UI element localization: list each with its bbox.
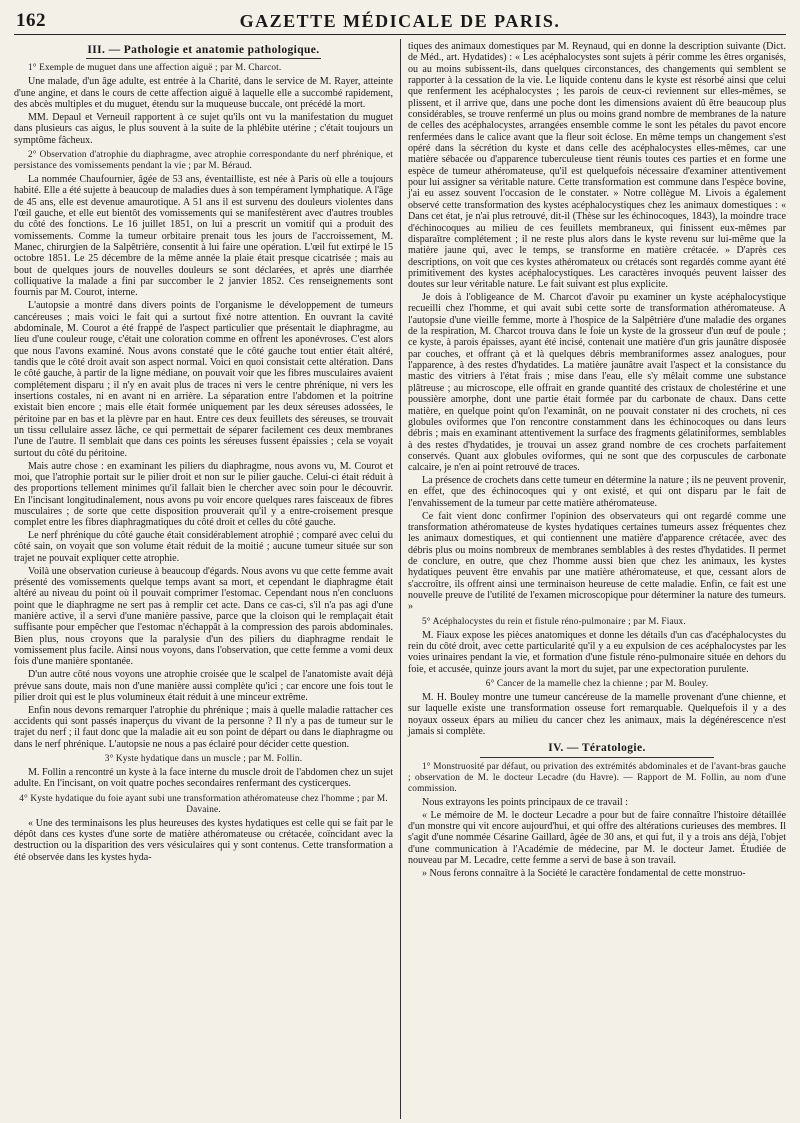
left-column (14, 39, 400, 1119)
paragraph: Enfin nous devons remarquer l'atrophie du phrénique ; mais à quelle maladie rattacher ces accidents qui sont passés inaperçus du vivant de la personne ? Il n'y a pas de tumeur sur le trajet du nerf ; il faut donc que la maladie ait eu son point de départ ou dans le diaphragme ou dans le nerf phrénique. L'autopsie ne nous a pas éclairé pour décider cette question. (14, 704, 393, 750)
paragraph: « Une des terminaisons les plus heureuses des kystes hydatiques est celle qui se fait par le dépôt dans ces kystes d'une sorte de matière athéromateuse ou crétacée, coïncidant avec la destruction ou la disparition des vers vésiculaires qui y sont contenus. Cette transformation a été observée dans les kystes hyda- (14, 817, 393, 863)
article-title: 4° Kyste hydatique du foie ayant subi une transformation athéromateuse chez l'homme ; par M. Davaine. (19, 793, 388, 815)
paragraph: MM. Depaul et Verneuil rapportent à ce sujet qu'ils ont vu la manifestation du muguet dans plusieurs cas aigus, le plus souvent à la suite de la phlébite utérine ; c'était toujours un symptôme fâcheux. (14, 111, 393, 146)
article-title: 5° Acéphalocystes du rein et fistule réno-pulmonaire ; par M. Fiaux. (422, 616, 686, 627)
paragraph: La nommée Chaufournier, âgée de 53 ans, éventailliste, est née à Paris où elle a toujours habité. Elle a été sujette à beaucoup de maladies dues à son tempérament lymphatique. A l'âge de 45 ans, elle est devenue amaurotique. A 51 ans il est survenu des douleurs violentes dans l'œil gauche, et elle eut bientôt des vomissements qui se manifestèrent avec d'autres troubles du côté des fonctions. Le 16 juillet 1851, on lui a prescrit un vomitif qui a produit des vomissements. Comme la tumeur orbitaire prenait tous les jours de l'accroissement, M. Manec, chirurgien de la Salpêtrière, consentit à lui faire une opération. L'œil fut extirpé le 15 octobre 1851. Le 25 décembre de la même année la plaie était presque cicatrisée ; mais au bout de quelques jours de nouvelles douleurs se sont déclarées, et après une diarrhée colliquative la malade a fini par succomber le 2 janvier 1852. Ces renseignements sont fournis par M. Courot, interne. (14, 173, 393, 299)
section-title-text: IV. — Tératologie. (548, 742, 646, 755)
section-rule (480, 757, 714, 758)
paragraph: La présence de crochets dans cette tumeur en détermine la nature ; ils ne peuvent provenir, en effet, que des échinocoques qui y ont existé, et qui ont disparu par le fait de l'envahissement de la tumeur par cette matière athéromateuse. (408, 475, 786, 509)
paragraph: Ce fait vient donc confirmer l'opinion des observateurs qui ont regardé comme une transformation athéromateuse de kystes hydatiques certaines tumeurs assez fréquentes chez les animaux domestiques, et qui contiennent une matière d'apparence crétacée, avec des débris plus ou moins nombreux de membranes semblables à des restes d'hydatides. Il permet de conclure, en outre, que chez l'homme aussi bien que chez les animaux, les kystes hydatiques peuvent être envahis par une matière athéromateuse, et que, cessant alors de s'accroître, ils offrent ainsi une terminaison heureuse de cette maladie. Enfin, ce fait est une nouvelle preuve de l'utilité de l'examen microscopique pour déterminer la nature des tumeurs. » (408, 510, 786, 613)
section-rule (86, 58, 321, 59)
paragraph: Nous extrayons les points principaux de ce travail : (422, 796, 628, 808)
right-column (400, 39, 786, 1119)
journal-title: GAZETTE MÉDICALE DE PARIS. (239, 11, 561, 31)
paragraph: M. H. Bouley montre une tumeur cancéreuse de la mamelle provenant d'une chienne, et sur laquelle existe une transformation osseuse fort remarquable. Quelquefois il y a des noyaux osseux épars au milieu du cancer chez les animaux, mais la dégénérescence n'est jamais si complète. (408, 692, 786, 738)
section-title-text: III. — Pathologie et anatomie pathologique. (87, 44, 320, 56)
paragraph: Je dois à l'obligeance de M. Charcot d'avoir pu examiner un kyste acéphalocystique recueilli chez l'homme, et qui avait subi cette sorte de transformation athéromateuse. A l'autopsie d'une vieille femme, morte à l'hospice de la Salpêtrière d'une maladie des organes de la respiration, M. Charcot trouva dans le foie un kyste de la grosseur d'un œuf de poule ; ce kyste, à parois épaisses, ayant été incisé, contenait une matière d'un gris jaunâtre disposée par couches, et offrant çà et là quelques débris membraniformes assez analogues, pour l'apparence, à des restes d'hydatides. La matière jaunâtre avait l'aspect et la consistance du mastic des vitriers à l'état frais ; mise dans l'eau, elle s'y mêlait comme une substance plâtreuse ; au microscope, elle offrait en grande quantité des cristaux de cholestérine et une poussière amorphe, dont une partie était formée par du carbonate de chaux. Dans cette matière, en quelque point qu'on l'examinât, on ne pouvait constater ni des crochets, ni ces globules oviformes que l'on rencontre constamment dans les échinocoques ou dans leurs débris ; mais en examinant attentivement la surface des fragments gélatiniformes, semblables à des restes d'hydatides, je trouvai un assez grand nombre de ces crochets parfaitement conservés. Quant aux globules oviformes, qui ne sont que des corpuscules de carbonate calcaire, je n'en ai point retrouvé de traces. (408, 292, 786, 474)
paragraph: Le nerf phrénique du côté gauche était considérablement atrophié ; comparé avec celui du côté sain, on voyait que son volume était réduit de la moitié ; aucune tumeur située sur son trajet ne pouvait expliquer cette atrophie. (14, 530, 393, 564)
paragraph: L'autopsie a montré dans divers points de l'organisme le développement de tumeurs cancéreuses ; mais voici le fait qui a surtout fixé notre attention. En ouvrant la cavité abdominale, M. Courot a été frappé de l'aspect particulier que présentait le diaphragme, au lieu d'une couleur rouge, c'était une coloration comme en offrent les aponévroses. C'est alors que nous l'avons examiné. Nous avons constaté que le côté gauche tout entier était altéré, tandis que le côté droit avait son aspect normal. Voici en quoi consistait cette altération. Dans le côté gauche, à partir de la ligne médiane, on pouvait voir que les fibres musculaires avaient complétement disparu ; il n'y en avait plus de traces ni vers le centre phrénique, ni vers les insertions costales, ni en avant ni en arrière. La séparation entre l'abdomen et la poitrine existait bien encore ; mais elle était formée uniquement par les deux séreuses adossées, le péritoine par en bas et la plèvre par en haut. Entre ces deux feuillets des séreuses, se trouvait un tissu cellulaire assez lâche, ce qui permettait de séparer facilement ces deux membranes l'une de l'autre. Il semblait que dans ces points les séreuses fussent épaissies ; cela se voyait surtout du côté du péritoine. (14, 300, 393, 459)
paragraph: Voilà une observation curieuse à beaucoup d'égards. Nous avons vu que cette femme avait présenté des vomissements quelque temps avant sa mort, et cependant le diaphragme était altéré au niveau du point où il pouvait comprimer l'estomac. Cependant nous n'en concluons point que le diaphragme ne sert pas à remplir cet acte. Dans ce cas-ci, s'il n'a pas agi d'une manière active, il a servi d'une manière passive, parce que la cloison qui le remplaçait était suffisante pour empêcher que l'estomac n'échappât à la compression des parois abdominales. Bien plus, nous croyons que la paralysie d'un des piliers du diaphragme rendait le vomissement plus facile. Ainsi nous voyons, dans l'observation, que cette femme a vomi deux fois d'une manière spontanée. (14, 565, 393, 668)
paragraph: M. Follin a rencontré un kyste à la face interne du muscle droit de l'abdomen chez un sujet adulte. En l'incisant, on voit quatre poches secondaires renfermant des cysticerques. (14, 767, 393, 790)
paragraph: D'un autre côté nous voyons une atrophie croisée que le scalpel de l'anatomiste avait déjà prévue sans doute, mais non d'une manière aussi complète qu'ici ; car encore une fois tout le pilier droit qui est le plus volumineux était réduit à une minceur extrême. (14, 669, 393, 703)
article-title: 1° Monstruosité par défaut, ou privation des extrémités abdominales et de l'avant-bras gauche ; observation de M. le docteur Lecadre (du Havre). — Rapport de M. Follin, au nom d'une commission. (408, 761, 786, 794)
section-title (14, 45, 393, 59)
paragraph: « Le mémoire de M. le docteur Lecadre a pour but de faire connaître l'histoire détaillée d'un monstre qui vit encore aujourd'hui, et qui offre des altérations curieuses des membres. Il s'agit d'une nommée Césarine Gaillard, âgée de 30 ans, et qui fut, il y a trois ans déjà, l'objet d'une communication à l'Académie de médecine, par M. le docteur Jamet. Étudiée de nouveau par M. Lecadre, cette femme a servi de base à son travail. (408, 809, 786, 866)
paragraph: tiques des animaux domestiques par M. Reynaud, qui en donne la description suivante (Dict. de Méd., art. Hydatides) : « Les acéphalocystes sont sujets à périr comme les êtres organisés, ou au moins subissent-ils, dans quelques circonstances, des changements qui semblent se rapporter à la cessation de la vie. Le liquide contenu dans le kyste est résorbé ainsi que celui que renferment les acéphalocystes ; les parois de ceux-ci reviennent sur elles-mêmes, se plissent, et il arrive que, dans une poche dont les dimensions avaient dû être beaucoup plus considérables, se trouve renfermé un plus ou moins grand nombre de membranes de la nature de celles des acéphalocystes, arrangées ensemble comme le sont les pétales du pavot encore renfermées dans le calice avant que la fleur soit éclose. En même temps un changement s'est opéré dans la sécrétion du kyste et dans celle des acéphalocystes elles-mêmes, car une matière sébacée ou d'apparence tuberculeuse tient réunis toutes ces parties et en forme une espèce de tumeur athéromateuse, qu'il est quelquefois nécessaire d'examiner attentivement pour lui assigner sa véritable nature. Cette transformation est commune dans l'espèce bovine, j'ai eu assez souvent l'occasion de le constater. » Notre collègue M. Livois a également observé cette transformation des kystes acéphalocystiques chez les animaux domestiques : « Dans cet état, je n'ai plus retrouvé, dit-il (Thèse sur les échinocoques, 1843), la moindre trace d'échinocoques au milieu de ces feuillets membraneux, qui finissent eux-mêmes par disparaître complétement ; il ne reste plus alors dans le kyste revenu sur lui-même que la matière jaune qui, avec le temps, se transforme en matière crétacée. » D'après ces descriptions, on voit que ces kystes athéromateux ou crétacés sont regardés comme ayant été primitivement des kystes acéphalocystiques. Les caractères invoqués peuvent laisser des doutes sur leur véritable nature. Le fait suivant est plus explicite. (408, 41, 786, 291)
section-title (408, 743, 786, 757)
paragraph: » Nous ferons connaître à la Société le caractère fondamental de cette monstruo- (422, 867, 746, 879)
paragraph: Mais autre chose : en examinant les piliers du diaphragme, nous avons vu, M. Courot et moi, que l'atrophie portait sur le pilier droit et non sur le pilier gauche. Celui-ci était réduit à des proportions tellement minimes qu'il fallait bien le chercher avec soin pour le découvrir. En l'incisant longitudinalement, nous avons pu voir encore quelques rares faisceaux de fibres musculaires ; de sorte que cette disposition prouverait qu'il y a entre-croisement presque complet entre les fibres diaphragmatiques du côté droit et celles du côté gauche. (14, 460, 393, 529)
paragraph: Une malade, d'un âge adulte, est entrée à la Charité, dans le service de M. Rayer, atteinte d'une angine, et dans le cours de cette affection aiguë à laquelle elle a succombé rapidement, des abcès multiples et du muguet, étendu sur la muqueuse buccale, ont précédé la mort. (14, 76, 393, 111)
text-columns (14, 39, 786, 1119)
article-title: 3° Kyste hydatique dans un muscle ; par M. Follin. (104, 754, 303, 765)
masthead (14, 8, 786, 35)
article-title: 1° Exemple de muguet dans une affection aiguë ; par M. Charcot. (28, 63, 282, 74)
article-title: 2° Observation d'atrophie du diaphragme, avec atrophie correspondante du nerf phrénique, et persistance des vomissements pendant la vie ; par M. Béraud. (14, 149, 393, 171)
article-title: 6° Cancer de la mamelle chez la chienne ; par M. Bouley. (485, 679, 709, 690)
paragraph: M. Fiaux expose les pièces anatomiques et donne les détails d'un cas d'acéphalocystes du rein du côté droit, avec cette particularité qu'il y a eu expulsion de ces acéphalocystes par les voies urinaires pendant la vie, et formation d'une fistule réno-pulmonaire située en dehors du foie, et accusée, quinze jours avant la mort du sujet, par une expectoration purulente. (408, 629, 786, 675)
page-number: 162 (16, 10, 46, 31)
